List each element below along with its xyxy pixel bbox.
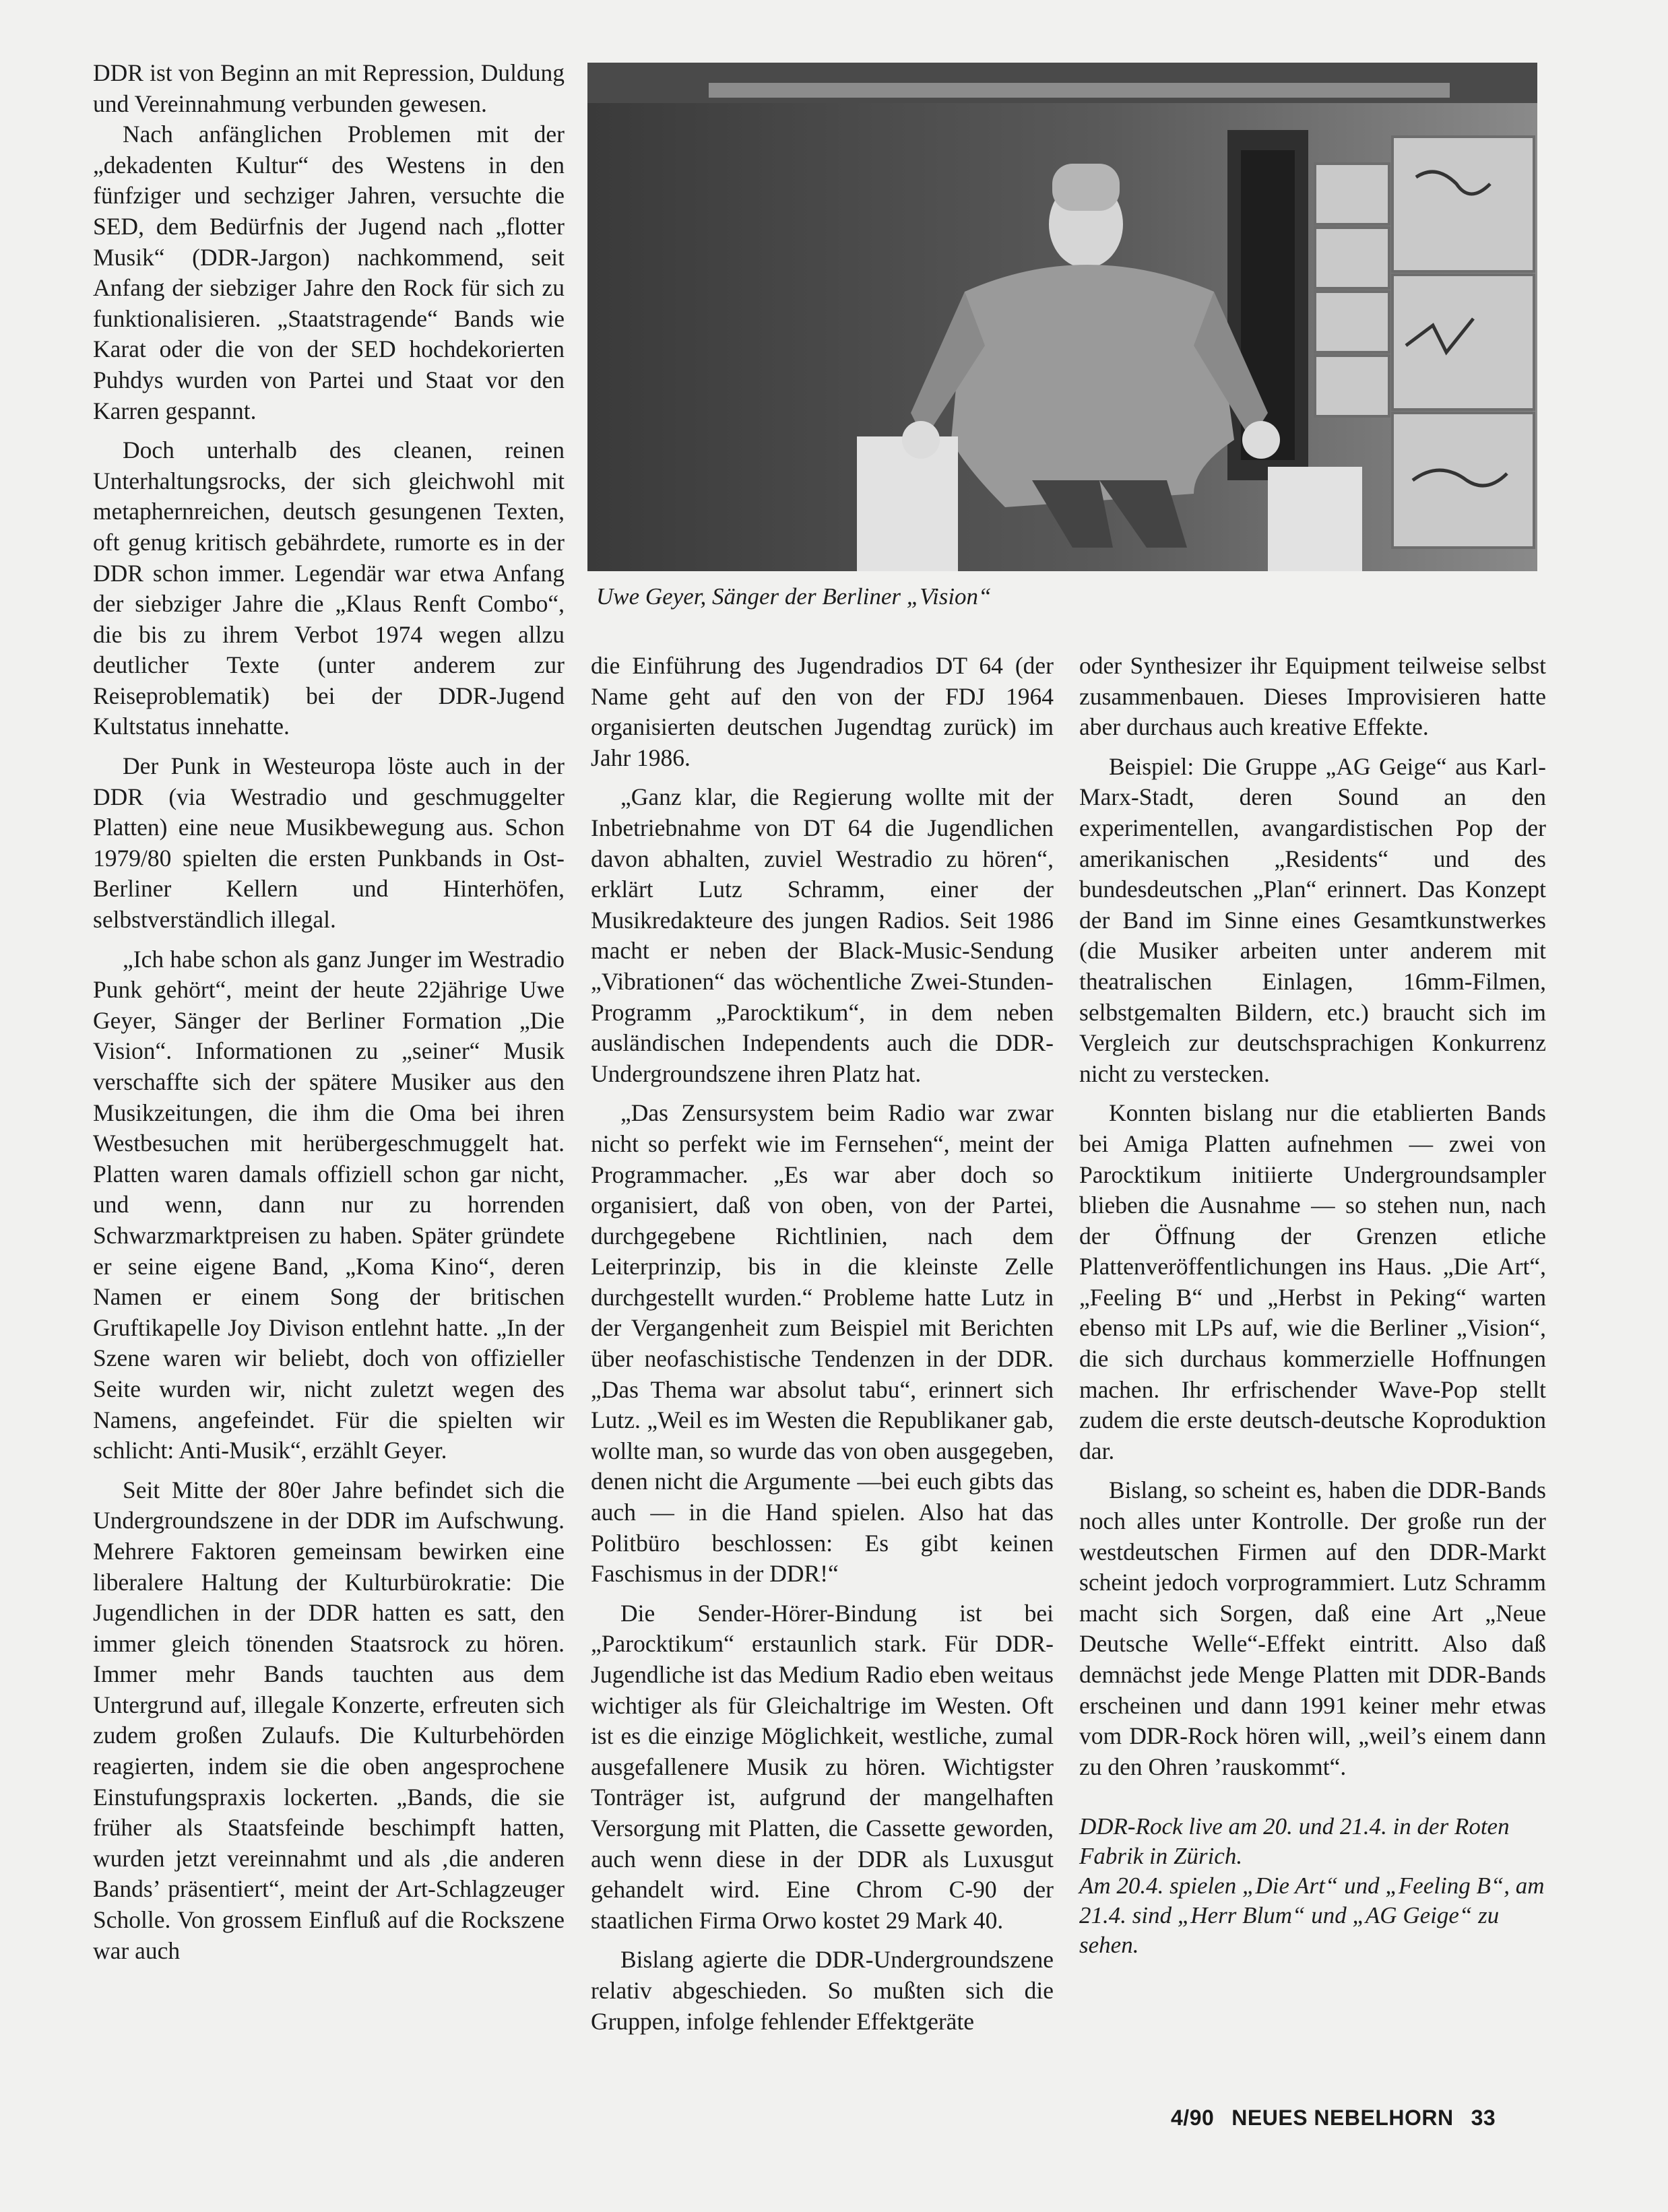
page-number: 33 — [1471, 2106, 1496, 2130]
paragraph: Seit Mitte der 80er Jahre befindet sich die Undergroundszene in der DDR im Aufschwung. Mehrere Faktoren gemeinsam bewirken eine liberalere Haltung der Kulturbürokratie: Die Jugendlichen in der DDR hatten es satt, den immer gleich tönenden Staatsrock zu hören. Immer mehr Bands tauchten aus dem Untergrund auf, illegale Konzerte, erfreuten sich zudem großen Zulaufs. Die Kulturbehörden reagierten, indem sie die oben angesprochene Einstufungspraxis lockerten. „Bands, die sie früher als Staatsfeinde beschimpft hatten, wurden jetzt vereinnahmt und als ‚die anderen Bands’ präsentiert“, meint der Art-Schlagzeuger Scholle. Von grossem Einfluß auf die Rockszene war auch — [93, 1476, 565, 1964]
page-footer — [1171, 2106, 1513, 2130]
event-note-line: DDR-Rock live am 20. und 21.4. in der Roten Fabrik in Zürich. — [1079, 1813, 1510, 1870]
article-column-1 — [93, 58, 565, 1966]
issue-number: 4/90 — [1171, 2106, 1215, 2130]
paragraph: Bislang, so scheint es, haben die DDR-Bands noch alles unter Kontrolle. Der große run der westdeutschen Firmen auf den DDR-Markt scheint jedoch vorprogrammiert. Lutz Schramm macht sich Sorgen, daß eine Art „Neue Deutsche Welle“-Effekt eintritt. Also daß demnächst jede Menge Platten mit DDR-Bands erscheinen und dann 1991 keiner mehr etwas vom DDR-Rock hören will, „weil’s einem dann zu den Ohren ’rauskommt“. — [1079, 1476, 1546, 1780]
paragraph: „Ganz klar, die Regierung wollte mit der Inbetriebnahme von DT 64 die Jugendlichen davon abhalten, zuviel Westradio zu hören“, erklärt Lutz Schramm, einer der Musikredakteure des jungen Radios. Seit 1986 macht er neben der Black-Music-Sendung „Vibrationen“ das wöchentliche Zwei-Stunden-Programm „Parocktikum“, in dem neben ausländischen Independents auch die DDR-Undergroundszene ihren Platz hat. — [591, 783, 1054, 1087]
article-column-3 — [1079, 651, 1546, 1960]
paragraph: „Das Zensursystem beim Radio war zwar nicht so perfekt wie im Fernsehen“, meint der Programmacher. „Es war aber doch so organisiert, daß von oben, von der Partei, durchgegebene Richtlinien, nach dem Leiterprinzip, bis in die kleinste Zelle durchgestellt wurden.“ Probleme hatte Lutz in der Vergangenheit zum Beispiel mit Berichten über neofaschistische Tendenzen in der DDR. „Das Thema war absolut tabu“, erinnert sich Lutz. „Weil es im Westen die Republikaner gab, wollte man, so wurde das von oben ausgegeben, denen nicht die Argumente —bei euch gibts das auch — in die Hand spielen. Also hat das Politbüro beschlossen: Es gibt keinen Faschismus in der DDR!“ — [591, 1099, 1054, 1588]
paragraph: Bislang agierte die DDR-Undergroundszene relativ abgeschieden. So mußten sich die Gruppen, infolge fehlender Effektgeräte — [591, 1946, 1054, 2035]
paragraph: Die Sender-Hörer-Bindung ist bei „Parocktikum“ erstaunlich stark. Für DDR-Jugendliche ist das Medium Radio eben weitaus wichtiger als für Gleichaltrige im Westen. Oft ist es die einzige Möglichkeit, westliche, zumal ausgefallenere Musik zu hören. Wichtigster Tonträger ist, aufgrund der mangelhaften Versorgung mit Platten, die Cassette geworden, auch wenn diese in der DDR als Luxusgut gehandelt wird. Eine Chrom C-90 der staatlichen Firma Orwo kostet 29 Mark 40. — [591, 1599, 1054, 1934]
paragraph: Nach anfänglichen Problemen mit der „dekadenten Kultur“ des Westens in den fünfziger und sechziger Jahren, versuchte die SED, dem Bedürfnis der Jugend nach „flotter Musik“ (DDR-Jargon) nachkommend, seit Anfang der siebziger Jahre den Rock für sich zu funktionalisieren. „Staatstragende“ Bands wie Karat oder die von der SED hochdekorierten Puhdys wurden von Partei und Staat vor den Karren gespannt. — [93, 121, 565, 424]
paragraph: oder Synthesizer ihr Equipment teilweise selbst zusammenbauen. Dieses Improvisieren hatte aber durchaus auch kreative Effekte. — [1079, 652, 1546, 741]
paragraph: DDR ist von Beginn an mit Repression, Duldung und Vereinnahmung verbunden gewesen. — [93, 59, 565, 117]
paragraph: Doch unterhalb des cleanen, reinen Unterhaltungsrocks, der sich gleichwohl mit metaphernreichen, deutsch gesungenen Texten, oft genug kritisch gebährdete, rumorte es in der DDR schon immer. Legendär war etwa Anfang der siebziger Jahre die „Klaus Renft Combo“, die bis zu ihrem Verbot 1974 wegen allzu deutlicher Texte (unter anderem zur Reiseproblematik) bei der DDR-Jugend Kultstatus innehatte. — [93, 436, 565, 740]
photo-singer-uwe-geyer — [587, 63, 1537, 571]
paragraph: Beispiel: Die Gruppe „AG Geige“ aus Karl-Marx-Stadt, deren Sound an den experimentellen, avangardistischen Pop der amerikanischen „Residents“ und des bundesdeutschen „Plan“ erinnert. Das Konzept der Band im Sinne eines Gesamtkunstwerkes (die Musiker arbeiten unter anderem mit theatralischen Einlagen, 16mm-Filmen, selbstgemalten Bildern, etc.) braucht sich im Vergleich zur deutschsprachigen Konkurrenz nicht zu verstecken. — [1079, 752, 1546, 1087]
event-note — [1079, 1812, 1546, 1960]
paragraph: Konnten bislang nur die etablierten Bands bei Amiga Platten aufnehmen — zwei von Parocktikum initiierte Undergroundsampler blieben die Ausnahme — so stehen nun, nach der Öffnung der Grenzen etliche Plattenveröffentlichungen ins Haus. „Die Art“, „Feeling B“ und „Herbst in Peking“ warten ebenso mit LPs auf, wie die Berliner „Vision“, die sich durchaus kommerzielle Hoffnungen machen. Ihr erfrischender Wave-Pop stellt zudem die erste deutsch-deutsche Koproduktion dar. — [1079, 1099, 1546, 1464]
magazine-name: NEUES NEBELHORN — [1231, 2106, 1454, 2130]
article-column-2 — [591, 651, 1054, 2037]
photo-caption: Uwe Geyer, Sänger der Berliner „Vision“ — [596, 583, 992, 610]
paragraph: „Ich habe schon als ganz Junger im Westradio Punk gehört“, meint der heute 22jährige Uwe Geyer, Sänger der Berliner Formation „Die Vision“. Informationen zu „seiner“ Musik verschaffte sich der spätere Musiker aus den Musikzeitungen, die ihm die Oma bei ihren Westbesuchen mit herübergeschmuggelt hat. Platten waren damals offiziell schon gar nicht, und wenn, dann nur zu horrenden Schwarzmarktpreisen zu haben. Später gründete er seine eigene Band, „Koma Kino“, deren Namen er einem Song der britischen Gruftikapelle Joy Divison entlehnt hatte. „In der Szene waren wir beliebt, doch von offizieller Seite wurden wir, nicht zuletzt wegen des Namens, angefeindet. Für die spielten wir schlicht: Anti-Musik“, erzählt Geyer. — [93, 945, 565, 1464]
event-note-line: Am 20.4. spielen „Die Art“ und „Feeling B“, am 21.4. sind „Herr Blum“ und „AG Geige“ zu sehen. — [1079, 1873, 1545, 1959]
paragraph: Der Punk in Westeuropa löste auch in der DDR (via Westradio und geschmuggelter Platten) eine neue Musikbewegung aus. Schon 1979/80 spielten die ersten Punkbands in Ost-Berliner Kellern und Hinterhöfen, selbstverständlich illegal. — [93, 752, 565, 934]
paragraph: die Einführung des Jugendradios DT 64 (der Name geht auf den von der FDJ 1964 organisierten deutschen Jugendtag zurück) im Jahr 1986. — [591, 652, 1054, 771]
article-photo — [587, 63, 1537, 571]
